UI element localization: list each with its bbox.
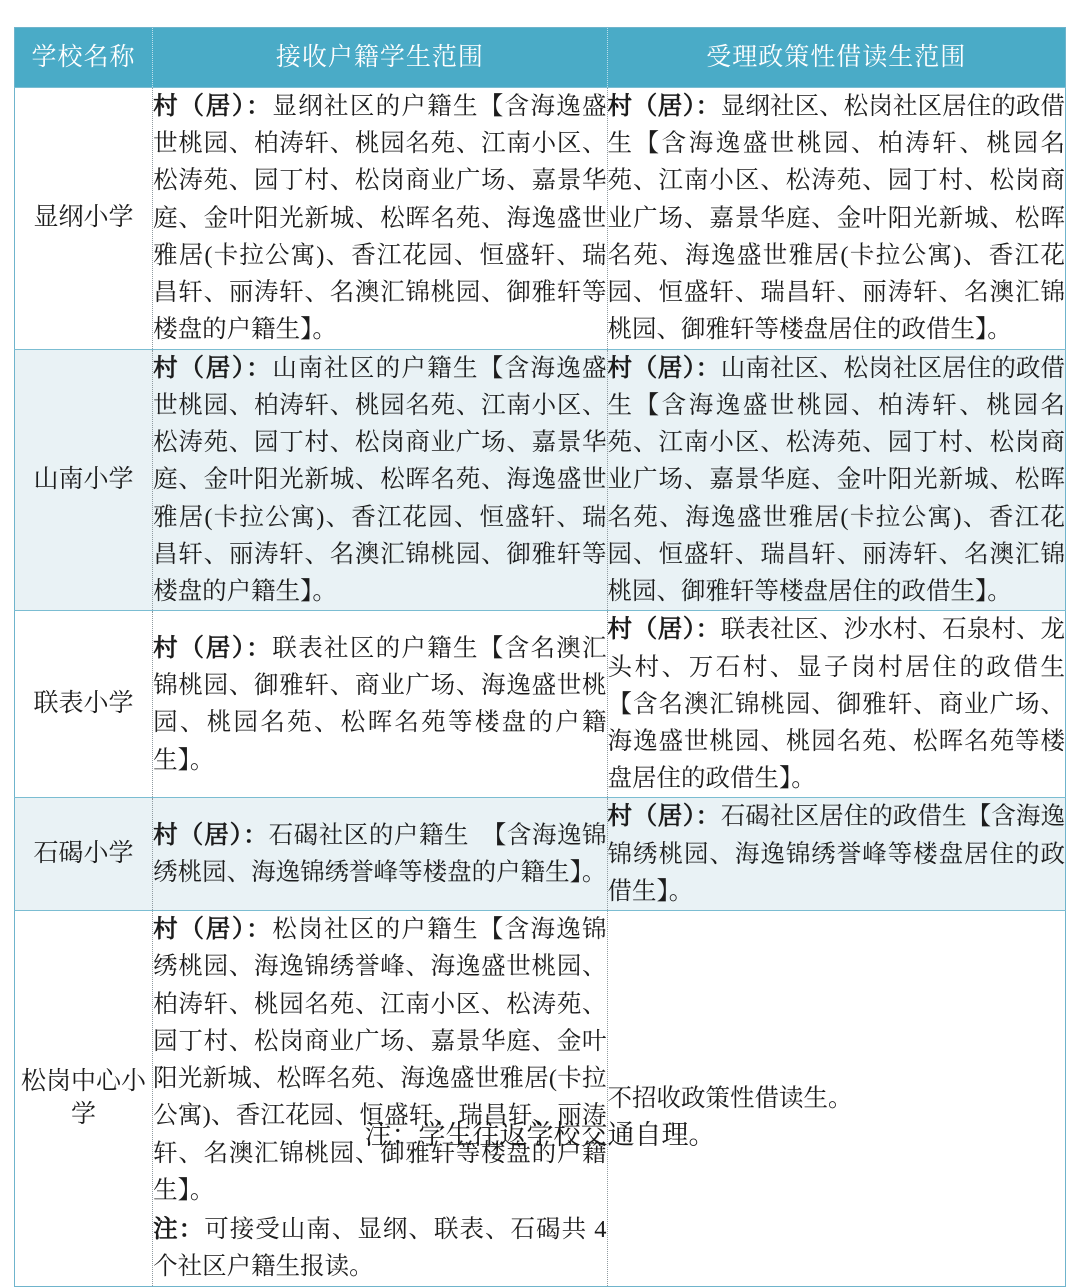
local-scope-paragraph xyxy=(153,88,606,349)
cell-local-scope xyxy=(153,349,607,611)
policy-scope-paragraph xyxy=(608,611,1065,797)
local-scope-lead: 村（居）： xyxy=(153,354,273,382)
column-header-local-scope: 接收户籍学生范围 xyxy=(153,28,607,88)
school-enrollment-table xyxy=(14,27,1066,1287)
policy-scope-lead: 村（居）： xyxy=(607,803,721,831)
local-scope-lead: 村（居）： xyxy=(153,916,273,944)
table-row xyxy=(15,611,1066,798)
policy-scope-text: 联表社区、沙水村、石泉村、龙头村、万石村、显子岗村居住的政借生【含名澳汇锦桃园、御雅轩、商业广场、海逸盛世桃园、桃园名苑、松晖名苑等楼盘居住的政借生】。 xyxy=(607,616,1066,793)
table-row xyxy=(15,798,1066,911)
table-row xyxy=(15,911,1066,1286)
school-name-label: 石碣小学 xyxy=(33,840,134,868)
cell-school-name xyxy=(15,349,153,611)
cell-school-name xyxy=(15,798,153,911)
school-name-label: 显纲小学 xyxy=(33,204,134,232)
policy-scope-text: 石碣社区居住的政借生【含海逸锦绣桃园、海逸锦绣誉峰等楼盘居住的政借生】。 xyxy=(607,803,1066,905)
school-name-label: 山南小学 xyxy=(33,466,134,494)
local-scope-text: 松岗社区的户籍生【含海逸锦绣桃园、海逸锦绣誉峰、海逸盛世桃园、柏涛轩、桃园名苑、江南小区、松涛苑、园丁村、松岗商业广场、嘉景华庭、金叶阳光新城、松晖名苑、海逸盛世雅居(卡拉公寓)、香江花园、恒盛轩、瑞昌轩、丽涛轩、名澳汇锦桃园、御雅轩等楼盘的户籍生】。 xyxy=(153,916,607,1204)
local-scope-paragraph xyxy=(153,911,606,1209)
cell-local-scope xyxy=(153,611,607,798)
local-scope-note-lead: 注： xyxy=(153,1216,205,1244)
cell-school-name xyxy=(15,911,153,1286)
cell-policy-scope xyxy=(607,911,1065,1286)
column-header-school-name: 学校名称 xyxy=(15,28,153,88)
table-header-row xyxy=(15,28,1066,88)
local-scope-lead: 村（居）： xyxy=(153,93,273,120)
policy-scope-text: 不招收政策性借读生。 xyxy=(607,1084,853,1112)
local-scope-paragraph xyxy=(153,817,606,891)
cell-school-name xyxy=(15,611,153,798)
local-scope-text: 显纲社区的户籍生【含海逸盛世桃园、柏涛轩、桃园名苑、江南小区、松涛苑、园丁村、松岗商业广场、嘉景华庭、金叶阳光新城、松晖名苑、海逸盛世雅居(卡拉公寓)、香江花园、恒盛轩、瑞昌轩、丽涛轩、名澳汇锦桃园、御雅轩等楼盘的户籍生】。 xyxy=(153,93,607,344)
local-scope-text: 山南社区的户籍生【含海逸盛世桃园、柏涛轩、桃园名苑、江南小区、松涛苑、园丁村、松岗商业广场、嘉景华庭、金叶阳光新城、松晖名苑、海逸盛世雅居(卡拉公寓)、香江花园、恒盛轩、瑞昌轩、丽涛轩、名澳汇锦桃园、御雅轩等楼盘的户籍生】。 xyxy=(153,354,607,606)
local-scope-paragraph xyxy=(153,630,606,779)
local-scope-lead: 村（居）： xyxy=(153,634,273,662)
local-scope-note-text: 可接受山南、显纲、联表、石碣共 4 个社区户籍生报读。 xyxy=(153,1216,607,1281)
cell-policy-scope xyxy=(607,349,1065,611)
policy-scope-text: 显纲社区、松岗社区居住的政借生【含海逸盛世桃园、柏涛轩、桃园名苑、江南小区、松涛苑、园丁村、松岗商业广场、嘉景华庭、金叶阳光新城、松晖名苑、海逸盛世雅居(卡拉公寓)、香江花园、恒盛轩、瑞昌轩、丽涛轩、名澳汇锦桃园、御雅轩等楼盘居住的政借生】。 xyxy=(607,93,1066,344)
local-scope-lead: 村（居）： xyxy=(153,822,269,850)
cell-policy-scope xyxy=(607,798,1065,911)
table-header xyxy=(15,28,1066,88)
cell-local-scope xyxy=(153,798,607,911)
school-name-label: 联表小学 xyxy=(33,690,134,718)
table-body xyxy=(15,88,1066,1287)
policy-scope-paragraph xyxy=(608,88,1065,349)
local-scope-paragraph xyxy=(153,350,606,611)
local-scope-note xyxy=(153,1211,606,1285)
table-row xyxy=(15,88,1066,350)
cell-policy-scope xyxy=(607,611,1065,798)
table-row xyxy=(15,349,1066,611)
cell-local-scope xyxy=(153,911,607,1286)
policy-scope-paragraph xyxy=(608,1080,1065,1117)
policy-scope-paragraph xyxy=(608,798,1065,910)
policy-scope-lead: 村（居）： xyxy=(607,354,721,382)
local-scope-text: 石碣社区的户籍生 【含海逸锦绣桃园、海逸锦绣誉峰等楼盘的户籍生】。 xyxy=(153,822,607,887)
school-enrollment-table-container xyxy=(14,27,1066,1287)
local-scope-text: 联表社区的户籍生【含名澳汇锦桃园、御雅轩、商业广场、海逸盛世桃园、桃园名苑、松晖名苑等楼盘的户籍生】。 xyxy=(153,634,607,774)
cell-school-name xyxy=(15,88,153,350)
cell-policy-scope xyxy=(607,88,1065,350)
policy-scope-text: 山南社区、松岗社区居住的政借生【含海逸盛世桃园、柏涛轩、桃园名苑、江南小区、松涛苑、园丁村、松岗商业广场、嘉景华庭、金叶阳光新城、松晖名苑、海逸盛世雅居(卡拉公寓)、香江花园、恒盛轩、瑞昌轩、丽涛轩、名澳汇锦桃园、御雅轩等楼盘居住的政借生】。 xyxy=(607,354,1066,606)
school-name-label: 松岗中心小学 xyxy=(21,1067,147,1129)
policy-scope-paragraph xyxy=(608,350,1065,611)
column-header-policy-scope: 受理政策性借读生范围 xyxy=(607,28,1065,88)
cell-local-scope xyxy=(153,88,607,350)
policy-scope-lead: 村（居）： xyxy=(607,616,721,644)
policy-scope-lead: 村（居）： xyxy=(607,93,721,120)
footer-note: 注：学生往返学校交通自理。 xyxy=(364,1120,716,1150)
